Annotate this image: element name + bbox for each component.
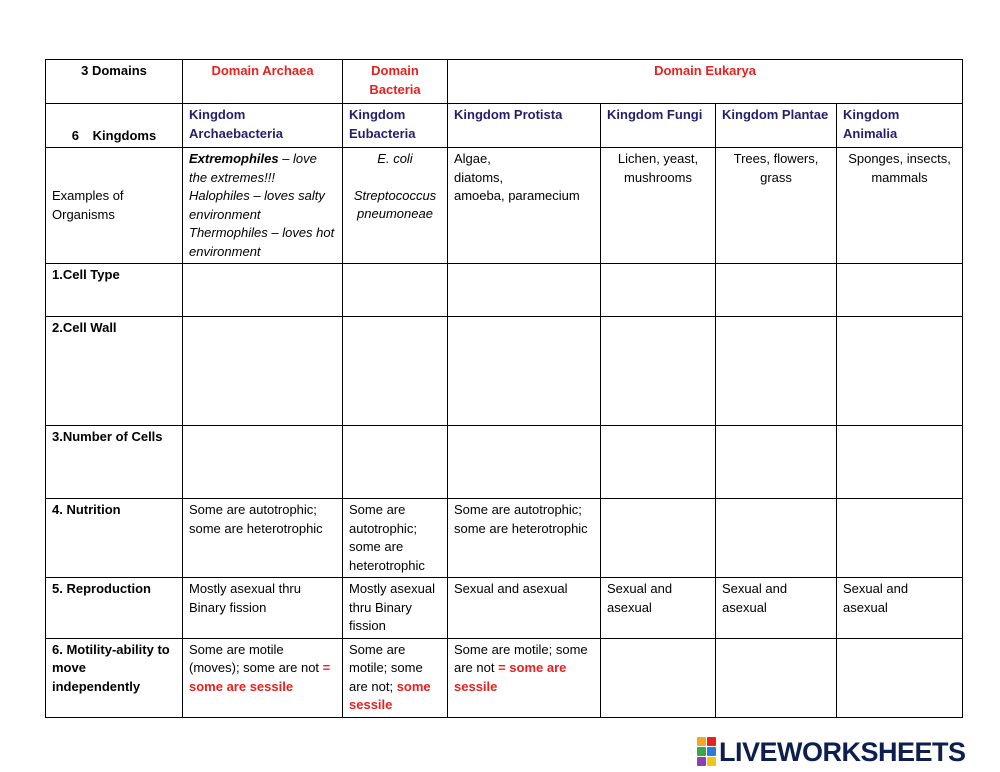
examples-eubacteria [343,148,448,264]
motility-row [46,638,963,717]
kingdoms-row [46,104,963,148]
cell-wall-fungi[interactable] [601,317,716,426]
nutrition-fungi[interactable] [601,499,716,578]
reproduction-protista: Sexual and asexual [448,578,601,639]
number-of-cells-archae[interactable] [183,426,343,499]
liveworksheets-logo [697,737,966,767]
cell-wall-label: 2.Cell Wall [46,317,183,426]
reproduction-plantae: Sexual and asexual [716,578,837,639]
kingdom-protista: Kingdom Protista [448,104,601,148]
liveworksheets-logo-icon [697,737,717,767]
nutrition-animalia[interactable] [837,499,963,578]
logo-text: LIVEWORKSHEETS [719,736,966,767]
domains-row [46,60,963,104]
number-of-cells-fungi[interactable] [601,426,716,499]
extremophiles-text: Extremophiles – love the extremes!!! [189,151,317,185]
cell-wall-archae[interactable] [183,317,343,426]
sessile-note: = some are sessile [189,660,331,694]
number-of-cells-plantae[interactable] [716,426,837,499]
nutrition-eubacteria: Some are autotrophic; some are heterotrophic [343,499,448,578]
cell-wall-row [46,317,963,426]
cell-wall-animalia[interactable] [837,317,963,426]
motility-protista: Some are motile; some are not = some are sessile [448,638,601,717]
sessile-note: some sessile [349,678,431,712]
thermophiles-text: Thermophiles – loves hot environment [189,225,335,259]
examples-fungi: Lichen, yeast, mushrooms [601,148,716,264]
motility-eubacteria: Some are motile; some are not; some sessile [343,638,448,717]
ecoli-text: E. coli [377,151,413,166]
domain-bacteria: Domain Bacteria [343,60,448,104]
reproduction-eubacteria: Mostly asexual thru Binary fission [343,578,448,639]
kingdom-eubacteria: Kingdom Eubacteria [343,104,448,148]
amoeba-text: amoeba, paramecium [454,188,580,203]
domains-label: 3 Domains [46,60,183,104]
cell-type-row [46,264,963,317]
number-of-cells-row [46,426,963,499]
kingdom-archaebacteria: Kingdom Archaebacteria [183,104,343,148]
diatoms-text: diatoms, [454,169,504,185]
reproduction-label: 5. Reproduction [46,578,183,639]
nutrition-label: 4. Nutrition [46,499,183,578]
reproduction-fungi: Sexual and asexual [601,578,716,639]
examples-row [46,148,963,264]
kingdom-fungi: Kingdom Fungi [601,104,716,148]
domain-archaea: Domain Archaea [183,60,343,104]
nutrition-protista: Some are autotrophic; some are heterotrophic [448,499,601,578]
motility-label: 6. Motility-ability to move independently [46,638,183,717]
nutrition-archae: Some are autotrophic; some are heterotrophic [183,499,343,578]
number-of-cells-protista[interactable] [448,426,601,499]
algae-text: Algae, [454,151,491,166]
examples-label: Examples of Organisms [46,148,183,264]
cell-type-animalia[interactable] [837,264,963,317]
kingdoms-label: 6 Kingdoms [46,104,183,148]
cell-wall-plantae[interactable] [716,317,837,426]
number-of-cells-label: 3.Number of Cells [46,426,183,499]
domain-eukarya: Domain Eukarya [448,60,963,104]
examples-archae [183,148,343,264]
cell-type-plantae[interactable] [716,264,837,317]
motility-plantae[interactable] [716,638,837,717]
nutrition-row [46,499,963,578]
number-of-cells-eubacteria[interactable] [343,426,448,499]
cell-type-eubacteria[interactable] [343,264,448,317]
cell-wall-protista[interactable] [448,317,601,426]
cell-wall-eubacteria[interactable] [343,317,448,426]
kingdom-animalia: Kingdom Animalia [837,104,963,148]
motility-fungi[interactable] [601,638,716,717]
halophiles-text: Halophiles – loves salty environment [189,188,325,222]
motility-archae: Some are motile (moves); some are not = some are sessile [183,638,343,717]
sessile-note: = some are sessile [454,660,567,694]
cell-type-protista[interactable] [448,264,601,317]
cell-type-archae[interactable] [183,264,343,317]
kingdom-plantae: Kingdom Plantae [716,104,837,148]
kingdoms-table [45,59,963,718]
reproduction-animalia: Sexual and asexual [837,578,963,639]
nutrition-plantae[interactable] [716,499,837,578]
examples-protista [448,148,601,264]
reproduction-row [46,578,963,639]
number-of-cells-animalia[interactable] [837,426,963,499]
reproduction-archae: Mostly asexual thru Binary fission [183,578,343,639]
cell-type-label: 1.Cell Type [46,264,183,317]
examples-plantae: Trees, flowers, grass [716,148,837,264]
motility-animalia[interactable] [837,638,963,717]
streptococcus-text: Streptococcus pneumoneae [353,187,437,221]
examples-animalia: Sponges, insects, mammals [837,148,963,264]
cell-type-fungi[interactable] [601,264,716,317]
